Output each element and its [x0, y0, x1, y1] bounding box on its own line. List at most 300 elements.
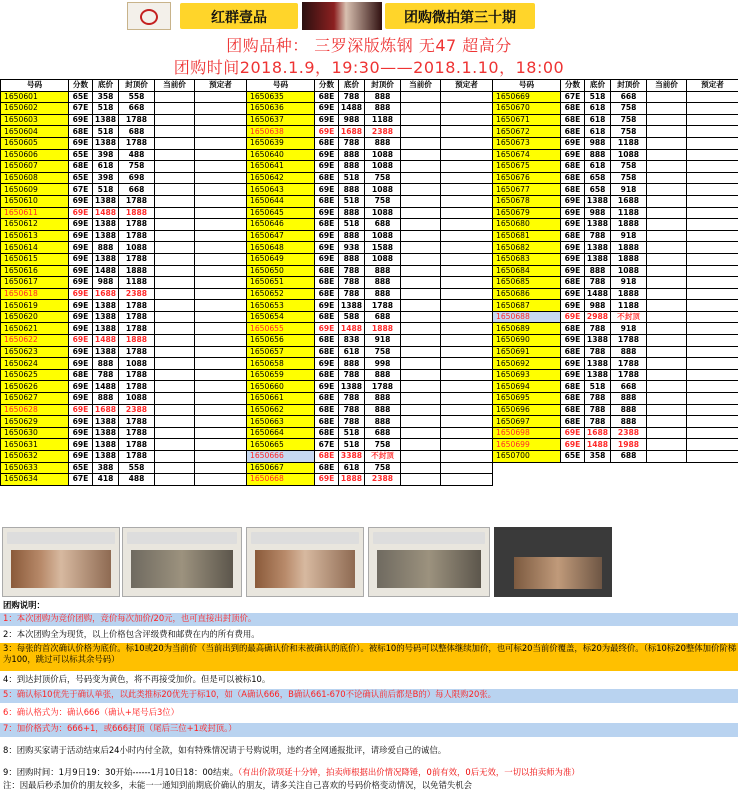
table-row[interactable]: [493, 126, 738, 138]
serial-number: 1650657: [247, 346, 315, 358]
serial-number: 1650691: [493, 346, 561, 358]
table-row[interactable]: [1, 126, 247, 138]
base-price: 1388: [93, 346, 119, 358]
grade: 69E: [69, 335, 93, 347]
base-price: 1388: [585, 195, 611, 207]
cap-price: 1188: [611, 207, 647, 219]
reserver: [441, 393, 493, 405]
grade: 69E: [561, 137, 585, 149]
current-price: [401, 381, 441, 393]
table-row[interactable]: [1, 451, 247, 463]
serial-number: 1650659: [247, 369, 315, 381]
grade: 65E: [69, 172, 93, 184]
table-row[interactable]: [493, 439, 738, 451]
rule-3: 3：每张的首次确认价格为底价。标10或20为当前价（当前出到的最高确认价和未被确认的底价）。被标10的号码可以整体继续加价，也可标20当前价覆盖，标20为最终价。（标10标20整体加价阶梯为100，跳过可以标其余号码）: [0, 643, 738, 671]
current-price: [401, 242, 441, 254]
reserver: [195, 265, 247, 277]
table-row[interactable]: [247, 311, 493, 323]
serial-number: 1650640: [247, 149, 315, 161]
photo-holder: [494, 527, 612, 597]
current-price: [155, 346, 195, 358]
table-row[interactable]: [1, 277, 247, 289]
table-row[interactable]: [247, 91, 493, 103]
cap-price: 1788: [365, 300, 401, 312]
table-row[interactable]: [1, 393, 247, 405]
cap-price: 1788: [119, 195, 155, 207]
current-price: [155, 277, 195, 289]
table-row[interactable]: [247, 451, 493, 463]
current-price: [155, 230, 195, 242]
table-row[interactable]: [247, 230, 493, 242]
grade: 68E: [315, 404, 339, 416]
current-price: [155, 462, 195, 474]
serial-number: 1650656: [247, 335, 315, 347]
rule-9-note: （有出价款项延十分钟，拍卖师根据出价情况降锤，0前有效，0后无效，一切以拍卖师为准）: [238, 767, 580, 777]
table-row[interactable]: [493, 137, 738, 149]
table-row[interactable]: [1, 184, 247, 196]
reserver: [195, 288, 247, 300]
current-price: [647, 335, 687, 347]
serial-number: 1650664: [247, 427, 315, 439]
cap-price: 918: [611, 230, 647, 242]
current-price: [155, 253, 195, 265]
cap-price: 1788: [611, 369, 647, 381]
cap-price: 1088: [119, 393, 155, 405]
serial-number: 1650614: [1, 242, 69, 254]
base-price: 788: [585, 323, 611, 335]
table-row[interactable]: [247, 416, 493, 428]
base-price: 658: [585, 172, 611, 184]
base-price: 1388: [93, 451, 119, 463]
current-price: [401, 416, 441, 428]
base-price: 1488: [93, 335, 119, 347]
table-row[interactable]: [1, 207, 247, 219]
table-row[interactable]: [247, 358, 493, 370]
reserver: [441, 439, 493, 451]
table-row[interactable]: [1, 137, 247, 149]
serial-number: 1650645: [247, 207, 315, 219]
grade: 67E: [315, 439, 339, 451]
table-row[interactable]: [247, 114, 493, 126]
current-price: [155, 103, 195, 115]
column-header: 底价: [339, 80, 365, 92]
rule-9-time: 9：团购时间：1月9日19：30开始------1月10日18：00结束。: [3, 767, 239, 777]
table-row[interactable]: [1, 335, 247, 347]
base-price: 1388: [585, 242, 611, 254]
base-price: 788: [93, 369, 119, 381]
current-price: [401, 393, 441, 405]
base-price: 1388: [93, 439, 119, 451]
grade: 68E: [561, 184, 585, 196]
cap-price: 1888: [119, 265, 155, 277]
reserver: [687, 346, 738, 358]
table-row[interactable]: [247, 393, 493, 405]
column-header: 预定者: [687, 80, 738, 92]
grade: 68E: [315, 451, 339, 463]
table-row[interactable]: [493, 91, 738, 103]
grade: 69E: [315, 323, 339, 335]
grade: 65E: [69, 149, 93, 161]
cap-price: 1888: [365, 323, 401, 335]
table-row[interactable]: [493, 335, 738, 347]
table-row[interactable]: [493, 230, 738, 242]
base-price: 388: [93, 462, 119, 474]
column-header: 当前价: [647, 80, 687, 92]
table-row[interactable]: [1, 195, 247, 207]
cap-price: 1788: [119, 230, 155, 242]
table-row[interactable]: [493, 288, 738, 300]
table-row[interactable]: [493, 404, 738, 416]
base-price: 788: [585, 346, 611, 358]
table-row[interactable]: [1, 323, 247, 335]
cap-price: 1088: [365, 230, 401, 242]
table-row[interactable]: [493, 184, 738, 196]
table-row[interactable]: [1, 253, 247, 265]
title-product: 团购品种： 三罗深版炼钢 无47 超高分: [226, 36, 512, 55]
table-row[interactable]: [1, 172, 247, 184]
table-row[interactable]: [493, 242, 738, 254]
base-price: 1388: [93, 416, 119, 428]
table-row[interactable]: [1, 404, 247, 416]
serial-number: 1650611: [1, 207, 69, 219]
grade: 68E: [561, 416, 585, 428]
base-price: 618: [585, 103, 611, 115]
reserver: [687, 172, 738, 184]
grade: 68E: [315, 335, 339, 347]
grade: 69E: [315, 358, 339, 370]
table-row[interactable]: [493, 346, 738, 358]
table-row[interactable]: [1, 439, 247, 451]
cap-price: 488: [119, 149, 155, 161]
table-row[interactable]: [493, 427, 738, 439]
base-price: 1388: [339, 300, 365, 312]
base-price: 518: [339, 172, 365, 184]
table-row[interactable]: [1, 242, 247, 254]
base-price: 888: [339, 230, 365, 242]
reserver: [687, 184, 738, 196]
grade: 68E: [561, 230, 585, 242]
base-price: 788: [339, 393, 365, 405]
table-row[interactable]: [247, 346, 493, 358]
grade: 69E: [69, 358, 93, 370]
serial-number: 1650629: [1, 416, 69, 428]
table-row[interactable]: [493, 311, 738, 323]
banner-right-text: 团购微拍第三十期: [404, 10, 516, 26]
table-row[interactable]: [247, 369, 493, 381]
current-price: [647, 439, 687, 451]
table-row[interactable]: [1, 311, 247, 323]
table-row[interactable]: [247, 207, 493, 219]
table-row[interactable]: [493, 161, 738, 173]
table-row[interactable]: [493, 253, 738, 265]
table-row[interactable]: [1, 230, 247, 242]
base-price: 888: [339, 207, 365, 219]
table-row[interactable]: [493, 195, 738, 207]
current-price: [401, 114, 441, 126]
reserver: [195, 404, 247, 416]
table-row[interactable]: [247, 427, 493, 439]
serial-number: 1650663: [247, 416, 315, 428]
current-price: [401, 439, 441, 451]
base-price: 838: [339, 335, 365, 347]
serial-number: 1650686: [493, 288, 561, 300]
serial-number: 1650628: [1, 404, 69, 416]
table-row[interactable]: [247, 242, 493, 254]
rule-2: 2：本次团购全为现货，以上价格包含评级费和邮费在内的所有费用。: [3, 629, 260, 639]
table-row[interactable]: [1, 300, 247, 312]
grade: 68E: [69, 126, 93, 138]
current-price: [155, 184, 195, 196]
base-price: 888: [585, 265, 611, 277]
base-price: 618: [93, 161, 119, 173]
table-row[interactable]: [1, 149, 247, 161]
column-header: 当前价: [155, 80, 195, 92]
table-row[interactable]: [493, 451, 738, 463]
current-price: [155, 137, 195, 149]
serial-number: 1650668: [247, 474, 315, 486]
reserver: [441, 381, 493, 393]
base-price: 1388: [93, 230, 119, 242]
table-row[interactable]: [1, 462, 247, 474]
serial-number: 1650619: [1, 300, 69, 312]
grade: 68E: [561, 126, 585, 138]
base-price: 518: [339, 195, 365, 207]
cap-price: 1988: [611, 439, 647, 451]
cap-price: 758: [365, 462, 401, 474]
table-row[interactable]: [247, 137, 493, 149]
table-row[interactable]: [493, 369, 738, 381]
table-row[interactable]: [247, 381, 493, 393]
table-row[interactable]: [247, 462, 493, 474]
grade: 68E: [315, 277, 339, 289]
photo-pmg-back-2: [368, 527, 490, 597]
serial-number: 1650606: [1, 149, 69, 161]
serial-number: 1650685: [493, 277, 561, 289]
grade: 69E: [315, 474, 339, 486]
base-price: 788: [339, 91, 365, 103]
current-price: [647, 242, 687, 254]
serial-number: 1650662: [247, 404, 315, 416]
cap-price: 758: [119, 161, 155, 173]
table-row[interactable]: [1, 219, 247, 231]
grade: 69E: [561, 300, 585, 312]
cap-price: 1788: [119, 323, 155, 335]
table-row[interactable]: [247, 253, 493, 265]
table-row[interactable]: [1, 369, 247, 381]
column-header: 底价: [585, 80, 611, 92]
table-row[interactable]: [247, 404, 493, 416]
table-row[interactable]: [247, 474, 493, 486]
table-row[interactable]: [493, 114, 738, 126]
base-price: 3388: [339, 451, 365, 463]
table-row[interactable]: [493, 103, 738, 115]
table-row[interactable]: [1, 91, 247, 103]
table-row[interactable]: [247, 184, 493, 196]
current-price: [647, 172, 687, 184]
cap-price: 758: [611, 126, 647, 138]
table-row[interactable]: [493, 149, 738, 161]
reserver: [195, 346, 247, 358]
base-price: 618: [339, 462, 365, 474]
grade: 69E: [315, 230, 339, 242]
table-row[interactable]: [247, 195, 493, 207]
base-price: 518: [93, 126, 119, 138]
current-price: [647, 126, 687, 138]
current-price: [401, 369, 441, 381]
table-row[interactable]: [1, 114, 247, 126]
reserver: [195, 103, 247, 115]
column-header: 预定者: [441, 80, 493, 92]
table-row[interactable]: [247, 277, 493, 289]
serial-number: 1650627: [1, 393, 69, 405]
cap-price: 不封顶: [611, 311, 647, 323]
cap-price: 758: [365, 172, 401, 184]
table-row[interactable]: [493, 323, 738, 335]
table-row[interactable]: [493, 300, 738, 312]
current-price: [401, 230, 441, 242]
base-price: 788: [585, 404, 611, 416]
table-row[interactable]: [247, 265, 493, 277]
table-row[interactable]: [493, 207, 738, 219]
cap-price: 758: [365, 195, 401, 207]
cap-price: 888: [365, 288, 401, 300]
serial-number: 1650602: [1, 103, 69, 115]
serial-number: 1650612: [1, 219, 69, 231]
base-price: 988: [339, 114, 365, 126]
base-price: 618: [585, 161, 611, 173]
rule-9: [0, 767, 738, 779]
current-price: [401, 253, 441, 265]
cap-price: 668: [119, 103, 155, 115]
base-price: 988: [585, 207, 611, 219]
grade: 68E: [561, 277, 585, 289]
table-row[interactable]: [1, 103, 247, 115]
grade: 69E: [561, 311, 585, 323]
reserver: [441, 277, 493, 289]
column-header: 分数: [315, 80, 339, 92]
table-row[interactable]: [247, 439, 493, 451]
base-price: 1488: [339, 103, 365, 115]
cap-price: 888: [611, 416, 647, 428]
table-row[interactable]: [1, 381, 247, 393]
cap-price: 1788: [119, 114, 155, 126]
reserver: [441, 427, 493, 439]
table-row[interactable]: [1, 474, 247, 486]
base-price: 788: [585, 230, 611, 242]
banner: [0, 0, 738, 32]
grade: 68E: [315, 462, 339, 474]
current-price: [155, 207, 195, 219]
table-row[interactable]: [247, 103, 493, 115]
table-row[interactable]: [1, 416, 247, 428]
serial-number: 1650622: [1, 335, 69, 347]
current-price: [647, 323, 687, 335]
cap-price: 1188: [119, 277, 155, 289]
base-price: 788: [339, 369, 365, 381]
serial-number: 1650699: [493, 439, 561, 451]
reserver: [687, 311, 738, 323]
table-row[interactable]: [247, 300, 493, 312]
base-price: 1388: [585, 358, 611, 370]
serial-number: 1650641: [247, 161, 315, 173]
current-price: [401, 91, 441, 103]
current-price: [155, 161, 195, 173]
cap-price: 1788: [119, 346, 155, 358]
cap-price: 758: [611, 172, 647, 184]
cap-price: 1688: [611, 195, 647, 207]
cap-price: 558: [119, 462, 155, 474]
table-row[interactable]: [247, 335, 493, 347]
table-header-row: [1, 80, 247, 92]
cap-price: 1888: [611, 253, 647, 265]
reserver: [195, 253, 247, 265]
current-price: [401, 161, 441, 173]
base-price: 398: [93, 149, 119, 161]
table-row[interactable]: [247, 126, 493, 138]
table-row[interactable]: [1, 161, 247, 173]
serial-number: 1650683: [493, 253, 561, 265]
table-row[interactable]: [493, 393, 738, 405]
table-row[interactable]: [1, 288, 247, 300]
base-price: 988: [93, 277, 119, 289]
table-row[interactable]: [247, 323, 493, 335]
serial-number: 1650648: [247, 242, 315, 254]
cap-price: 688: [365, 219, 401, 231]
table-row[interactable]: [247, 219, 493, 231]
table-row[interactable]: [493, 416, 738, 428]
table-row[interactable]: [1, 358, 247, 370]
table-row[interactable]: [1, 346, 247, 358]
base-price: 1388: [93, 114, 119, 126]
table-row[interactable]: [247, 288, 493, 300]
cap-price: 1788: [119, 219, 155, 231]
table-row[interactable]: [493, 277, 738, 289]
table-row[interactable]: [1, 265, 247, 277]
table-row[interactable]: [493, 219, 738, 231]
serial-number: 1650617: [1, 277, 69, 289]
table-row[interactable]: [493, 265, 738, 277]
grade: 69E: [561, 335, 585, 347]
base-price: 888: [585, 149, 611, 161]
base-price: 788: [339, 416, 365, 428]
grade: 67E: [69, 103, 93, 115]
table-row[interactable]: [247, 172, 493, 184]
reserver: [687, 103, 738, 115]
table-row[interactable]: [493, 172, 738, 184]
reserver: [195, 230, 247, 242]
grade: 68E: [561, 381, 585, 393]
grade: 65E: [69, 91, 93, 103]
serial-number: 1650630: [1, 427, 69, 439]
serial-number: 1650681: [493, 230, 561, 242]
serial-number: 1650697: [493, 416, 561, 428]
table-row[interactable]: [247, 149, 493, 161]
base-price: 618: [585, 114, 611, 126]
current-price: [155, 323, 195, 335]
current-price: [155, 300, 195, 312]
table-row[interactable]: [247, 161, 493, 173]
table-row[interactable]: [493, 358, 738, 370]
reserver: [195, 323, 247, 335]
table-row[interactable]: [493, 381, 738, 393]
grade: 69E: [561, 427, 585, 439]
column-header: 封顶价: [365, 80, 401, 92]
reserver: [441, 358, 493, 370]
table-row[interactable]: [1, 427, 247, 439]
serial-number: 1650610: [1, 195, 69, 207]
serial-number: 1650642: [247, 172, 315, 184]
base-price: 1388: [93, 195, 119, 207]
